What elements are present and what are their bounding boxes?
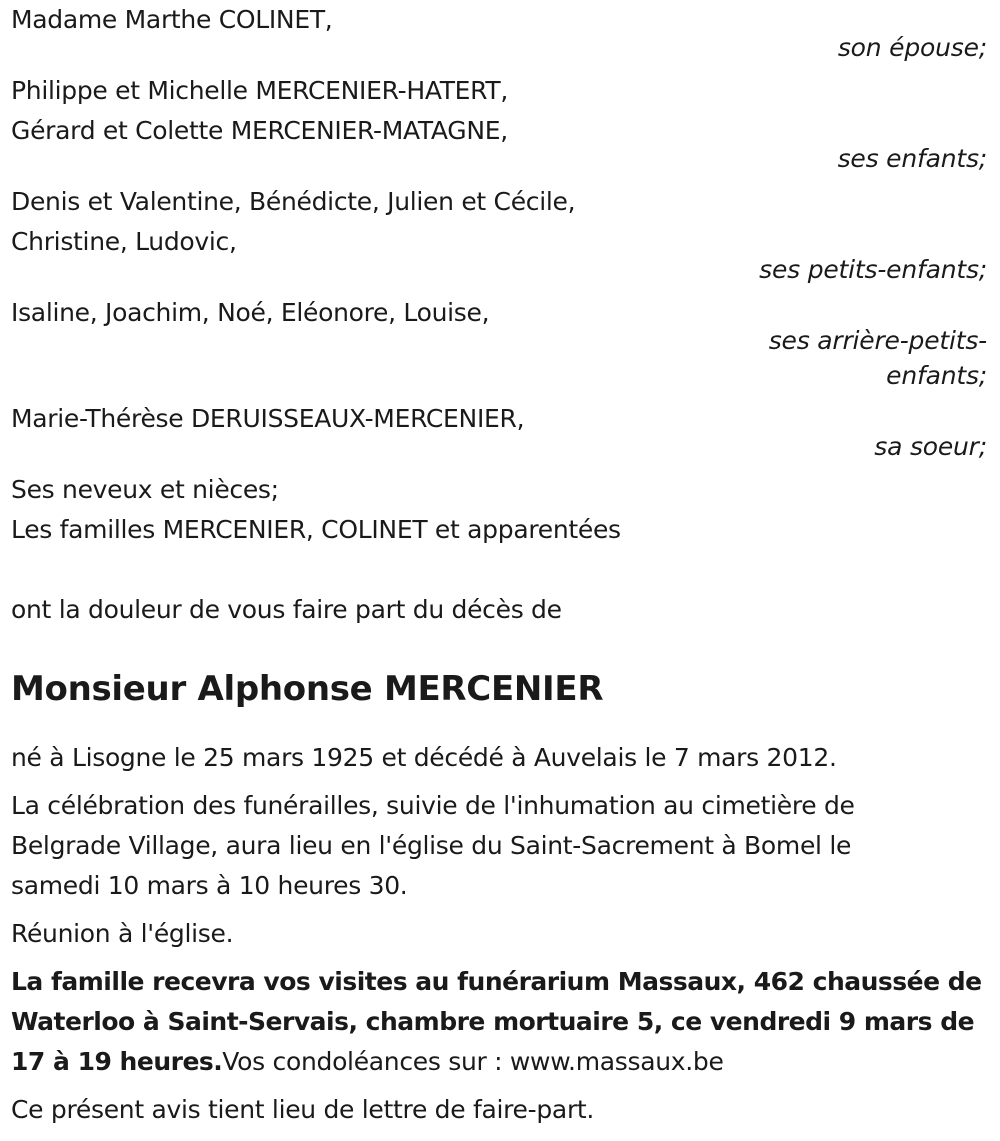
great-grandchildren-role-1: ses arrière-petits-: [768, 326, 987, 355]
announcement-text: ont la douleur de vous faire part du décès de: [11, 595, 562, 624]
condolences-text: Vos condoléances sur : www.massaux.be: [222, 1047, 724, 1076]
visits-line-1: La famille recevra vos visites au funérarium Massaux, 462 chaussée de: [11, 967, 982, 996]
sister-name: Marie-Thérèse DERUISSEAUX-MERCENIER,: [11, 404, 525, 433]
closing-line: Ce présent avis tient lieu de lettre de faire-part.: [11, 1095, 595, 1124]
grandchildren-role: ses petits-enfants;: [759, 255, 987, 284]
families-line: Les familles MERCENIER, COLINET et apparentées: [11, 515, 621, 544]
ceremony-line-2: Belgrade Village, aura lieu en l'église du Saint-Sacrement à Bomel le: [11, 831, 852, 860]
ceremony-line-1: La célébration des funérailles, suivie de l'inhumation au cimetière de: [11, 791, 855, 820]
visits-line-3: [11, 1042, 989, 1082]
ceremony-line-3: samedi 10 mars à 10 heures 30.: [11, 871, 408, 900]
child-name-1: Philippe et Michelle MERCENIER-HATERT,: [11, 76, 509, 105]
meeting-line: Réunion à l'église.: [11, 919, 234, 948]
grandchild-name-1: Denis et Valentine, Bénédicte, Julien et Cécile,: [11, 187, 576, 216]
grandchild-name-2: Christine, Ludovic,: [11, 227, 237, 256]
child-name-2: Gérard et Colette MERCENIER-MATAGNE,: [11, 116, 508, 145]
deceased-name: Monsieur Alphonse MERCENIER: [11, 669, 604, 709]
children-role: ses enfants;: [837, 144, 987, 173]
great-grandchildren-names: Isaline, Joachim, Noé, Eléonore, Louise,: [11, 298, 490, 327]
sister-role: sa soeur;: [874, 432, 987, 461]
great-grandchildren-role-2: enfants;: [886, 361, 987, 390]
visits-hours: 17 à 19 heures.: [11, 1047, 223, 1076]
visits-line-2: Waterloo à Saint-Servais, chambre mortuaire 5, ce vendredi 9 mars de: [11, 1007, 975, 1036]
nephews-line: Ses neveux et nièces;: [11, 475, 279, 504]
spouse-role: son épouse;: [837, 33, 987, 62]
spouse-name: Madame Marthe COLINET,: [11, 5, 333, 34]
birth-death-line: né à Lisogne le 25 mars 1925 et décédé à Auvelais le 7 mars 2012.: [11, 743, 837, 772]
